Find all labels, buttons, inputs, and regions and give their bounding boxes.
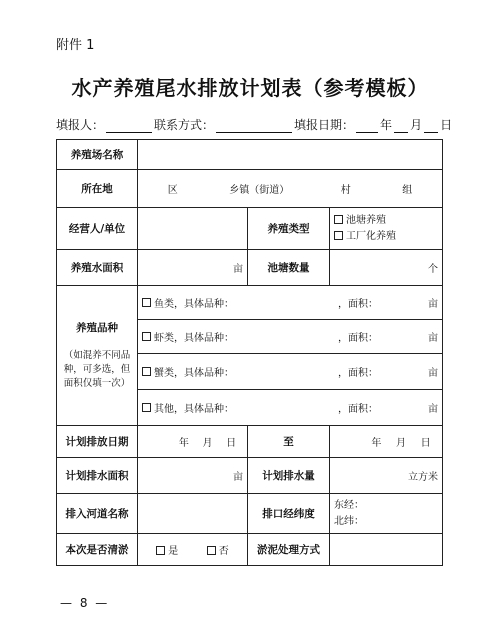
area-field[interactable] <box>138 250 248 286</box>
month-label: 月 <box>410 118 423 132</box>
plan-date-label: 计划排放日期 <box>57 426 138 458</box>
table-row <box>57 208 443 250</box>
start-date-field[interactable]: 年 月 日 <box>138 426 248 458</box>
operator-field[interactable] <box>138 208 248 250</box>
dredge-yes-option[interactable]: 是 <box>156 542 178 557</box>
pond-count-unit: 个 <box>428 264 438 275</box>
reporter-label: 填报人： <box>56 118 105 132</box>
location-field[interactable] <box>138 170 443 208</box>
to-label: 至 <box>248 426 330 458</box>
table-row <box>57 286 443 320</box>
operator-label: 经营人/单位 <box>57 208 138 250</box>
type-options <box>330 208 443 250</box>
plan-area-unit: 亩 <box>233 472 243 483</box>
attachment-label: 附件 1 <box>56 38 95 53</box>
table-row <box>57 426 443 458</box>
river-field[interactable] <box>138 494 248 534</box>
species-row-other[interactable]: 其他，具体品种： ，面积： 亩 <box>138 390 443 426</box>
table-row <box>57 534 443 566</box>
month-blank[interactable] <box>394 119 408 133</box>
date-label: 填报日期： <box>294 118 355 132</box>
type-option-pond[interactable]: 池塘养殖 <box>334 213 438 229</box>
year-blank[interactable] <box>356 119 378 133</box>
checkbox-icon[interactable] <box>207 546 216 555</box>
pond-count-field[interactable] <box>330 250 443 286</box>
dredge-options <box>138 534 248 566</box>
page-number: — 8 — <box>60 596 110 610</box>
plan-volume-field[interactable] <box>330 458 443 494</box>
checkbox-icon[interactable] <box>334 215 343 224</box>
plan-volume-label: 计划排水量 <box>248 458 330 494</box>
fill-info-line <box>56 116 452 133</box>
dredge-label: 本次是否清淤 <box>57 534 138 566</box>
checkbox-icon[interactable] <box>142 332 151 341</box>
north-latitude-label: 北纬： <box>334 515 364 527</box>
end-date-field[interactable]: 年 月 日 <box>330 426 443 458</box>
species-row-crab[interactable]: 蟹类，具体品种： ，面积： 亩 <box>138 354 443 390</box>
species-label: 养殖品种 <box>76 322 118 335</box>
outlet-coords-field[interactable] <box>330 494 443 534</box>
checkbox-icon[interactable] <box>142 298 151 307</box>
outlet-label: 排口经纬度 <box>248 494 330 534</box>
type-label: 养殖类型 <box>248 208 330 250</box>
location-village: 村 <box>340 185 351 196</box>
pond-count-label: 池塘数量 <box>248 250 330 286</box>
checkbox-icon[interactable] <box>142 367 151 376</box>
location-town: 乡镇（街道） <box>229 185 290 196</box>
farm-name-label: 养殖场名称 <box>57 140 138 170</box>
checkbox-icon[interactable] <box>156 546 165 555</box>
plan-area-label: 计划排水面积 <box>57 458 138 494</box>
day-label: 日 <box>440 118 453 132</box>
river-label: 排入河道名称 <box>57 494 138 534</box>
table-row <box>57 250 443 286</box>
area-unit: 亩 <box>233 264 243 275</box>
species-row-shrimp[interactable]: 虾类，具体品种： ，面积： 亩 <box>138 320 443 354</box>
species-note: （如混养不同品种，可多选，但面积仅填一次） <box>63 350 131 389</box>
location-district: 区 <box>167 185 178 196</box>
contact-label: 联系方式： <box>154 118 215 132</box>
species-row-fish[interactable]: 鱼类，具体品种： ，面积： 亩 <box>138 286 443 320</box>
table-row <box>57 170 443 208</box>
area-label: 养殖水面积 <box>57 250 138 286</box>
table-row <box>57 458 443 494</box>
type-option-factory[interactable]: 工厂化养殖 <box>334 229 438 245</box>
table-row <box>57 494 443 534</box>
day-blank[interactable] <box>424 119 438 133</box>
farm-name-field[interactable] <box>138 140 443 170</box>
location-group: 组 <box>402 185 413 196</box>
plan-area-field[interactable] <box>138 458 248 494</box>
checkbox-icon[interactable] <box>334 231 343 240</box>
location-label: 所在地 <box>57 170 138 208</box>
species-label-cell <box>57 286 138 426</box>
year-label: 年 <box>380 118 393 132</box>
dredge-no-option[interactable]: 否 <box>207 542 229 557</box>
east-longitude-label: 东经： <box>334 499 364 511</box>
page-title: 水产养殖尾水排放计划表（参考模板） <box>71 76 429 100</box>
contact-blank[interactable] <box>216 119 292 133</box>
discharge-plan-table <box>56 139 443 566</box>
reporter-blank[interactable] <box>106 119 152 133</box>
sludge-field[interactable] <box>330 534 443 566</box>
checkbox-icon[interactable] <box>142 403 151 412</box>
table-row <box>57 140 443 170</box>
sludge-label: 淤泥处理方式 <box>248 534 330 566</box>
plan-volume-unit: 立方米 <box>408 472 438 483</box>
